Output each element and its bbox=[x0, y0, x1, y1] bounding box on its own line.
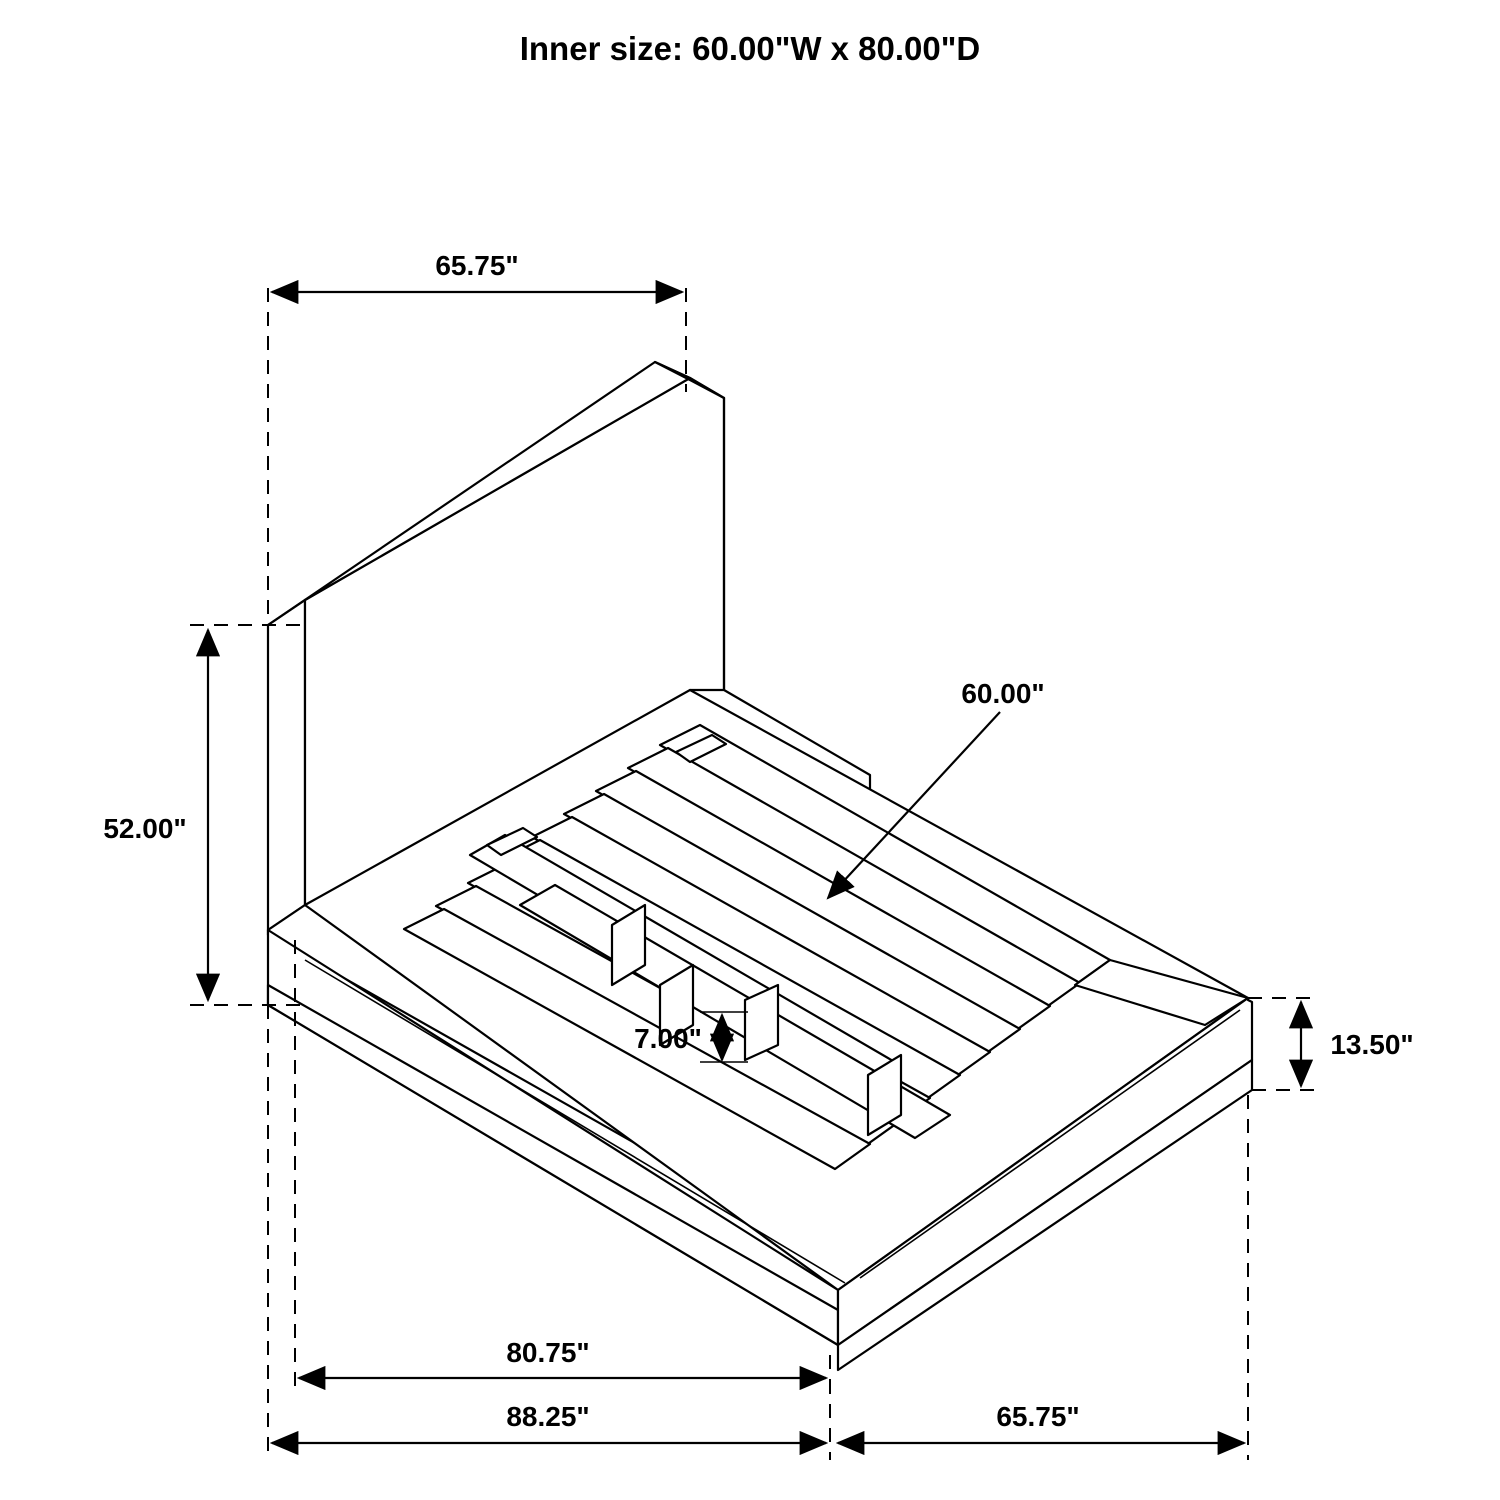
page-title: Inner size: 60.00"W x 80.00"D bbox=[519, 30, 981, 67]
dimension-rail-height bbox=[1248, 998, 1414, 1090]
bed-illustration bbox=[268, 362, 1252, 1370]
dim-label-headboard-height: 52.00" bbox=[103, 813, 187, 844]
dim-label-rail-height: 13.50" bbox=[1330, 1029, 1414, 1060]
dim-label-overall-width: 65.75" bbox=[996, 1401, 1080, 1432]
dim-label-inner-width: 60.00" bbox=[961, 678, 1045, 709]
dim-label-overall-length: 88.25" bbox=[506, 1401, 590, 1432]
headboard-side-face bbox=[268, 600, 305, 930]
dim-label-inner-length: 80.75" bbox=[506, 1337, 590, 1368]
dim-label-slat-gap: 7.00" bbox=[634, 1023, 702, 1054]
dim-label-top-width: 65.75" bbox=[435, 250, 519, 281]
